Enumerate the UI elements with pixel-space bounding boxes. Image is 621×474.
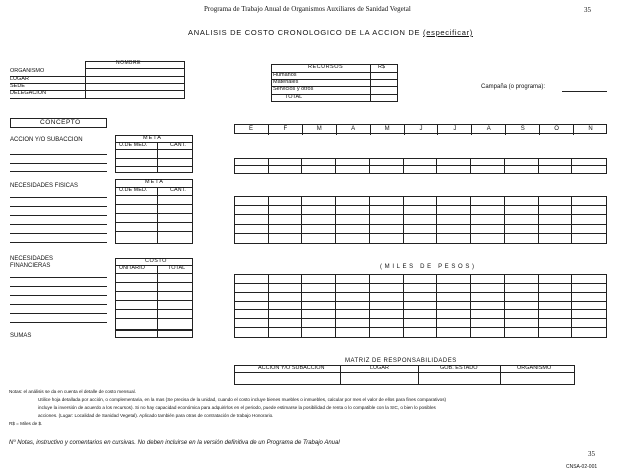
- matriz-title: MATRIZ DE RESPONSABILIDADES: [345, 358, 457, 364]
- grid-cell: [370, 206, 404, 215]
- note-line-1: Notas: el análisis se da en cuenta el detalle de costo mensual.: [9, 389, 136, 394]
- grid-cell: [572, 159, 606, 166]
- grid-cell: [370, 319, 404, 328]
- grid-cell: [505, 159, 539, 166]
- grid-cell: [437, 302, 471, 311]
- grid-cell: [370, 234, 404, 243]
- grid-cell: [235, 159, 269, 166]
- grid-cell: [370, 284, 404, 293]
- grid-cell: [269, 159, 303, 166]
- grid-cell: [370, 275, 404, 284]
- grid-cell: [505, 310, 539, 319]
- month-m2: M: [370, 124, 404, 135]
- month-s: S: [505, 124, 539, 135]
- grid-cell: [336, 302, 370, 311]
- campana-line: [562, 91, 607, 92]
- grid-fisicas: [234, 196, 607, 244]
- grid-cell: [269, 275, 303, 284]
- concepto-header: CONCEPTO: [40, 119, 81, 126]
- grid-cell: [539, 197, 573, 206]
- meta-2-title: META: [145, 179, 164, 185]
- month-o: O: [539, 124, 573, 135]
- grid-cell: [302, 275, 336, 284]
- page-title-text: ANALISIS DE COSTO CRONOLOGICO DE LA ACCION DE: [188, 28, 421, 37]
- grid-cell: [302, 328, 336, 337]
- grid-cell: [471, 206, 505, 215]
- grid-cell: [572, 166, 606, 173]
- grid-cell: [302, 302, 336, 311]
- grid-cell: [235, 293, 269, 302]
- grid-cell: [235, 284, 269, 293]
- necesidades-fisicas-label: NECESIDADES FISICAS: [10, 183, 79, 189]
- grid-cell: [471, 215, 505, 224]
- grid-cell: [572, 284, 606, 293]
- grid-cell: [302, 284, 336, 293]
- sumas-label: SUMAS: [10, 333, 32, 339]
- grid-cell: [336, 166, 370, 173]
- grid-cell: [437, 215, 471, 224]
- grid-cell: [302, 166, 336, 173]
- grid-cell: [404, 225, 438, 234]
- grid-cell: [370, 166, 404, 173]
- grid-cell: [539, 206, 573, 215]
- grid-cell: [370, 197, 404, 206]
- grid-cell: [471, 310, 505, 319]
- grid-cell: [437, 310, 471, 319]
- grid-financieras: [234, 274, 607, 338]
- grid-cell: [269, 293, 303, 302]
- grid-cell: [336, 328, 370, 337]
- grid-cell: [437, 166, 471, 173]
- matriz-col-gob: GOB. ESTADO: [440, 365, 478, 371]
- grid-cell: [437, 319, 471, 328]
- grid-cell: [404, 166, 438, 173]
- grid-cell: [269, 197, 303, 206]
- grid-cell: [572, 275, 606, 284]
- grid-cell: [539, 225, 573, 234]
- grid-cell: [269, 319, 303, 328]
- grid-cell: [302, 159, 336, 166]
- grid-cell: [471, 197, 505, 206]
- label-sede: SEDE: [10, 83, 25, 89]
- grid-cell: [505, 293, 539, 302]
- grid-cell: [505, 328, 539, 337]
- matriz-col-accion: ACCION Y/O SUBACCION: [258, 365, 325, 371]
- grid-cell: [235, 225, 269, 234]
- grid-cell: [539, 159, 573, 166]
- label-organismo: ORGANISMO: [10, 68, 45, 74]
- grid-cell: [539, 302, 573, 311]
- grid-cell: [370, 328, 404, 337]
- grid-cell: [235, 302, 269, 311]
- grid-cell: [437, 275, 471, 284]
- grid-cell: [269, 225, 303, 234]
- grid-cell: [471, 319, 505, 328]
- grid-cell: [370, 215, 404, 224]
- grid-cell: [505, 319, 539, 328]
- grid-cell: [539, 166, 573, 173]
- grid-cell: [572, 319, 606, 328]
- grid-cell: [235, 166, 269, 173]
- accion-label: ACCION Y/O SUBACCION: [10, 137, 83, 143]
- month-a: A: [336, 124, 370, 135]
- grid-cell: [269, 215, 303, 224]
- grid-cell: [437, 206, 471, 215]
- grid-cell: [336, 310, 370, 319]
- grid-cell: [302, 310, 336, 319]
- meta-2-col-unidad: U.DE MED.: [119, 187, 148, 193]
- grid-cell: [370, 310, 404, 319]
- grid-cell: [437, 328, 471, 337]
- grid-cell: [370, 302, 404, 311]
- grid-cell: [269, 328, 303, 337]
- meta-2-col-cant: CANT.: [170, 187, 186, 193]
- grid-cell: [505, 166, 539, 173]
- grid-cell: [370, 293, 404, 302]
- grid-cell: [471, 284, 505, 293]
- grid-cell: [539, 234, 573, 243]
- page-title: [188, 29, 473, 37]
- grid-cell: [404, 284, 438, 293]
- grid-cell: [539, 310, 573, 319]
- grid-cell: [505, 302, 539, 311]
- month-j2: J: [437, 124, 471, 135]
- label-delegacion: DELEGACION: [10, 90, 47, 96]
- grid-cell: [404, 302, 438, 311]
- grid-cell: [404, 159, 438, 166]
- grid-cell: [235, 275, 269, 284]
- grid-cell: [336, 206, 370, 215]
- grid-cell: [471, 293, 505, 302]
- meta-1-col-unidad: U.DE MED.: [119, 142, 148, 148]
- org-box-nombre: NOMBRE: [116, 60, 141, 66]
- grid-cell: [404, 206, 438, 215]
- grid-cell: [336, 319, 370, 328]
- grid-cell: [505, 197, 539, 206]
- sumas-box: [115, 330, 193, 338]
- grid-accion: [234, 158, 607, 174]
- grid-cell: [572, 215, 606, 224]
- grid-cell: [302, 234, 336, 243]
- grid-cell: [370, 159, 404, 166]
- grid-cell: [404, 328, 438, 337]
- grid-cell: [471, 225, 505, 234]
- grid-cell: [471, 234, 505, 243]
- grid-cell: [336, 197, 370, 206]
- matriz-col-lugar: LUGAR: [370, 365, 389, 371]
- grid-cell: [572, 234, 606, 243]
- grid-cell: [336, 215, 370, 224]
- footer-note: Nº Notas, instructivo y comentarios en cursivas. No deben incluirse en la versión definitiva de un Programa de Trabajo Anual: [9, 440, 340, 446]
- grid-cell: [572, 328, 606, 337]
- grid-cell: [235, 328, 269, 337]
- grid-cell: [235, 215, 269, 224]
- month-j: J: [404, 124, 438, 135]
- grid-cell: [269, 166, 303, 173]
- grid-cell: [437, 159, 471, 166]
- costo-title: COSTO: [145, 258, 167, 264]
- recursos-header: RECURSOS: [308, 64, 344, 70]
- month-f: F: [268, 124, 302, 135]
- grid-cell: [539, 319, 573, 328]
- grid-cell: [539, 215, 573, 224]
- page-number-bottom: 35: [588, 450, 595, 458]
- grid-cell: [539, 293, 573, 302]
- grid-cell: [302, 225, 336, 234]
- month-n: N: [573, 124, 607, 135]
- grid-cell: [572, 225, 606, 234]
- costo-col-unitario: UNITARIO: [119, 265, 145, 271]
- grid-cell: [471, 328, 505, 337]
- document-code: CNSA-02-001: [566, 464, 598, 470]
- grid-cell: [572, 197, 606, 206]
- grid-cell: [505, 225, 539, 234]
- months-header: [234, 124, 607, 134]
- grid-cell: [437, 225, 471, 234]
- grid-cell: [404, 310, 438, 319]
- grid-cell: [505, 284, 539, 293]
- necesidades-financieras-label-2: FINANCIERAS: [10, 263, 51, 269]
- grid-cell: [235, 197, 269, 206]
- grid-cell: [269, 284, 303, 293]
- grid-cell: [404, 293, 438, 302]
- grid-cell: [539, 328, 573, 337]
- note-line-4: acciones. (Lugar: Localidad de Sanidad Vegetal). Aplicado también para otras de contratación de trabajo Honorario.: [38, 413, 274, 418]
- grid-cell: [437, 234, 471, 243]
- page-number-top: 35: [584, 6, 591, 14]
- grid-cell: [370, 225, 404, 234]
- note-line-3: incluye la inversión de acuerdo a los recursos). Si no hay capacidad económica para adquirirlos en el periodo, puede estimarse la posibilidad de renta o lo compatible con la SIC, o bien lo posibles: [38, 405, 436, 410]
- grid-cell: [505, 215, 539, 224]
- note-line-2: Utilice hoja detallada por acción, o complementaria, en la mas (Se precisa de la unidad, cuando el costo incluye bienes muebles o inmuebles, calcular por mes el valor de ellos para fines comparativos): [38, 397, 447, 402]
- necesidades-financieras-label-1: NECESIDADES: [10, 256, 54, 262]
- recursos-col-value: R$: [378, 64, 386, 70]
- matriz-col-organismo: ORGANISMO: [517, 365, 552, 371]
- label-lugar: LUGAR: [10, 76, 29, 82]
- grid-cell: [437, 197, 471, 206]
- grid-cell: [572, 206, 606, 215]
- grid-cell: [471, 159, 505, 166]
- grid-cell: [336, 225, 370, 234]
- grid-cell: [269, 234, 303, 243]
- costo-col-total: TOTAL: [168, 265, 186, 271]
- month-m: M: [302, 124, 336, 135]
- recursos-row-total: TOTAL: [285, 94, 303, 100]
- grid-cell: [336, 159, 370, 166]
- grid-cell: [404, 234, 438, 243]
- grid-cell: [302, 206, 336, 215]
- grid-cell: [404, 215, 438, 224]
- grid-cell: [539, 275, 573, 284]
- recursos-row-servicios: Servicios y otros: [273, 86, 314, 92]
- grid-cell: [235, 206, 269, 215]
- grid-cell: [572, 310, 606, 319]
- grid-cell: [269, 310, 303, 319]
- grid-cell: [302, 293, 336, 302]
- grid-cell: [539, 284, 573, 293]
- grid-cell: [572, 293, 606, 302]
- grid-cell: [336, 284, 370, 293]
- grid-cell: [471, 275, 505, 284]
- grid-cell: [404, 197, 438, 206]
- grid-cell: [336, 293, 370, 302]
- grid-cell: [505, 206, 539, 215]
- grid-cell: [269, 206, 303, 215]
- page-title-suffix: (especificar): [423, 28, 473, 37]
- grid-cell: [505, 275, 539, 284]
- grid-cell: [302, 215, 336, 224]
- grid-cell: [269, 302, 303, 311]
- month-a2: A: [471, 124, 505, 135]
- grid-cell: [235, 310, 269, 319]
- grid-cell: [505, 234, 539, 243]
- running-title: Programa de Trabajo Anual de Organismos Auxiliares de Sanidad Vegetal: [204, 5, 411, 13]
- grid-cell: [437, 293, 471, 302]
- meta-1-title: META: [143, 135, 162, 141]
- grid-cell: [302, 319, 336, 328]
- campana-label: Campaña (o programa):: [481, 84, 546, 90]
- grid-cell: [471, 166, 505, 173]
- grid-cell: [336, 275, 370, 284]
- grid-cell: [572, 302, 606, 311]
- org-box-frame: [85, 61, 185, 99]
- recursos-row-materiales: Materiales: [273, 79, 299, 85]
- note-line-5: R$ = Miles de $.: [9, 421, 43, 426]
- grid-cell: [404, 275, 438, 284]
- month-e: E: [248, 126, 253, 132]
- grid-cell: [471, 302, 505, 311]
- grid-cell: [404, 319, 438, 328]
- recursos-row-humanos: Humanos: [273, 72, 297, 78]
- grid-cell: [437, 284, 471, 293]
- meta-1-col-cant: CANT.: [170, 142, 186, 148]
- grid-cell: [235, 234, 269, 243]
- grid-cell: [302, 197, 336, 206]
- grid-cell: [336, 234, 370, 243]
- miles-label: ( M I L E S D E P E S O S ): [380, 264, 475, 270]
- grid-cell: [235, 319, 269, 328]
